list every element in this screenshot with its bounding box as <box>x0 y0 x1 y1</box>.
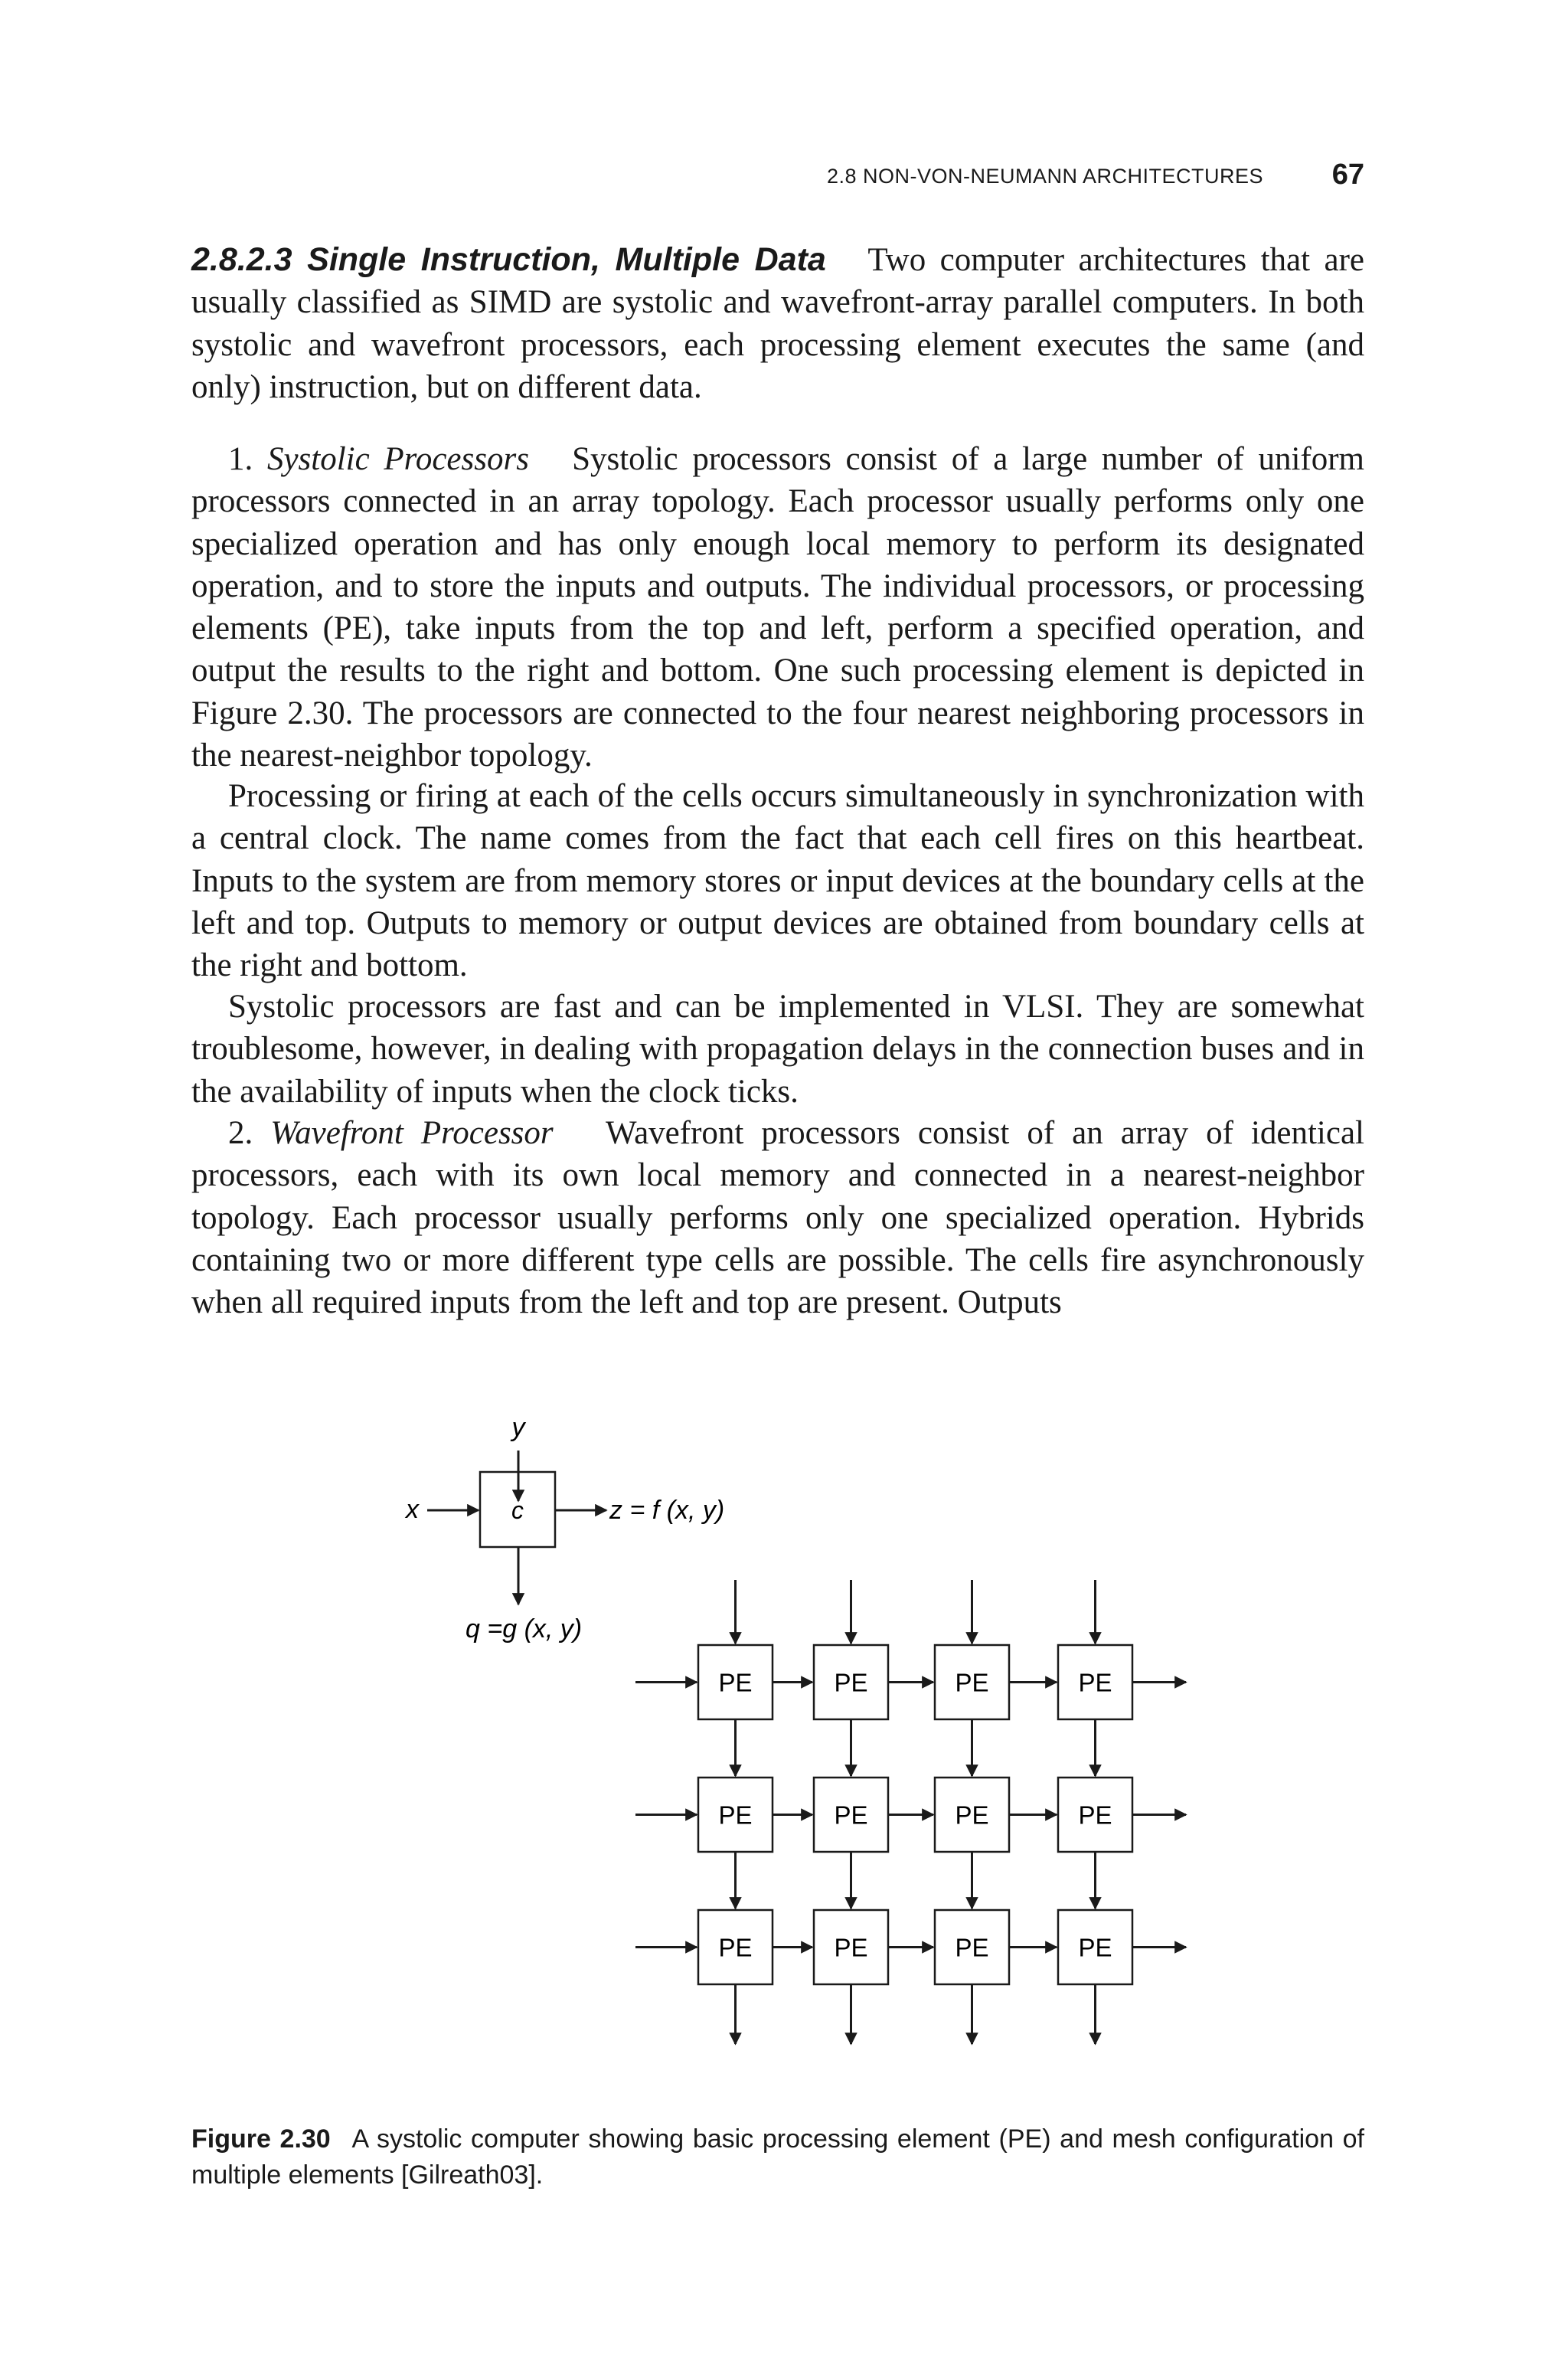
item-systolic-paragraph <box>191 438 1364 777</box>
pe-label: PE <box>834 1801 868 1830</box>
cell-output-right-label: z = f (x, y) <box>609 1496 725 1525</box>
body-paragraph: Systolic processors are fast and can be implemented in VLSI. They are somewhat troublesome, however, in dealing with propagation delays in the connection buses and in the availability of inputs when the clock ticks. <box>191 989 1364 1110</box>
section-heading: 2.8.2.3 Single Instruction, Multiple Data <box>191 241 826 278</box>
item-title: Wavefront Processor <box>270 1115 554 1151</box>
item-wavefront-paragraph <box>191 1112 1364 1323</box>
item-title: Systolic Processors <box>266 441 529 477</box>
pe-label: PE <box>1078 1801 1112 1830</box>
pe-label: PE <box>718 1668 753 1697</box>
pe-label: PE <box>718 1933 753 1962</box>
pe-label: PE <box>834 1933 868 1962</box>
cell-input-top-label: y <box>511 1413 525 1442</box>
pe-label: PE <box>955 1933 989 1962</box>
pe-label: PE <box>955 1801 989 1830</box>
running-head: 2.8 NON-VON-NEUMANN ARCHITECTURES <box>826 165 1263 188</box>
page-number: 67 <box>1331 159 1364 191</box>
pe-mesh <box>635 1580 1186 2044</box>
item-text: Systolic processors consist of a large number of uniform processors connected in an array topology. Each processor usually performs only one specialized operation and has only enough local memory to perform its designated operation, and to store the inputs and outputs. The individual processors, or processing elements (PE), take inputs from the top and left, perform a specified operation, and output the results to the right and bottom. One such processing element is depicted in Figure 2.30. The processors are connected to the four nearest neighboring processors in the nearest-neighbor topology. <box>191 441 1365 774</box>
caption-label: Figure 2.30 <box>191 2124 331 2154</box>
cell-label: c <box>511 1496 524 1524</box>
figure-systolic-array <box>383 1379 1210 2068</box>
pe-label: PE <box>1078 1668 1112 1697</box>
section-intro-text: Two computer architectures that are usually classified as SIMD are systolic and wavefront-array parallel computers. In both systolic and wavefront processors, each processing element executes the same (and only) instruction, but on different data. <box>191 242 1364 405</box>
pe-label: PE <box>955 1668 989 1697</box>
systolic-diagram <box>383 1379 1210 2068</box>
caption-text: A systolic computer showing basic processing element (PE) and mesh configuration of multiple elements [Gilreath03]. <box>191 2124 1365 2190</box>
item-number: 1. <box>228 441 253 477</box>
cell-output-bottom-label: q =g (x, y) <box>466 1614 583 1644</box>
section-intro-paragraph <box>191 239 1364 408</box>
pe-label: PE <box>1078 1933 1112 1962</box>
pe-label: PE <box>718 1801 753 1830</box>
cell-input-left-label: x <box>406 1495 419 1524</box>
item-text: Wavefront processors consist of an array of identical processors, each with its own local memory and connected in a nearest-neighbor topology. Each processor usually performs only one specialized operation. Hybrids containing two or more different type cells are possible. The cells fire asynchronously when all required inputs from the left and top are present. Outputs <box>191 1115 1364 1321</box>
body-paragraph: Processing or firing at each of the cells occurs simultaneously in synchronization with a central clock. The name comes from the fact that each cell fires on this heartbeat. Inputs to the system are from memory stores or input devices at the boundary cells at the left and top. Outputs to memory or output devices are obtained from boundary cells at the right and bottom. <box>191 778 1364 984</box>
pe-label: PE <box>834 1668 868 1697</box>
basic-cell <box>404 1413 724 1644</box>
figure-caption <box>191 2121 1364 2193</box>
item-number: 2. <box>228 1115 253 1151</box>
